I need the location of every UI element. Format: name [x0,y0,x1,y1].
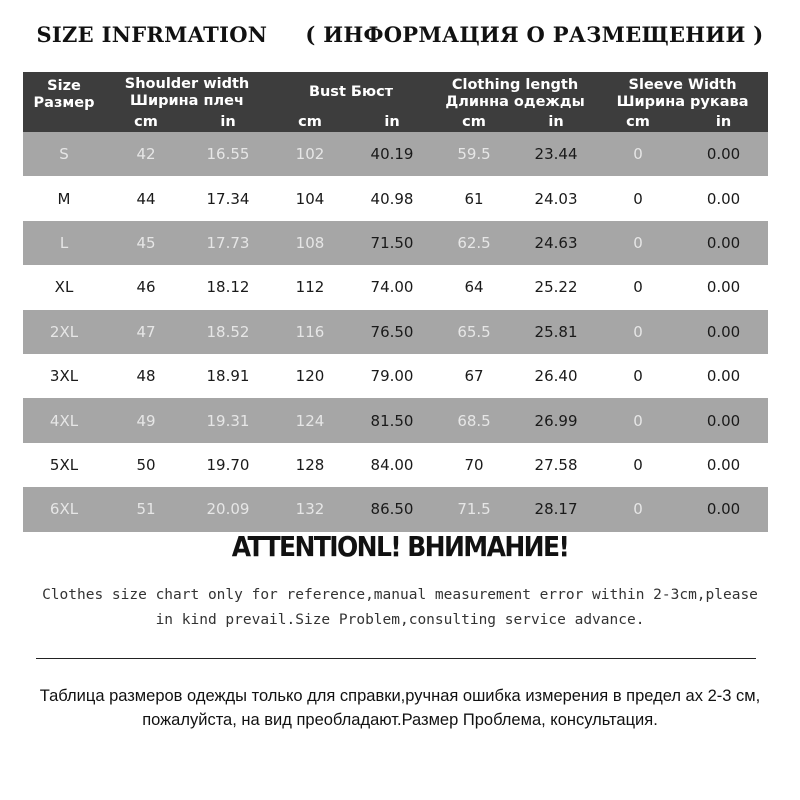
cell-bust-in: 76.50 [370,322,414,341]
cell-bust-in: 40.98 [370,189,414,208]
cell-bust-in: 84.00 [370,455,414,474]
cell-size: 2XL [49,322,79,341]
cell-length-cm: 61 [464,189,484,208]
cell-shoulder-cm: 42 [136,145,156,164]
cell-sleeve-cm: 0 [633,411,643,430]
cell-shoulder-cm: 50 [136,455,156,474]
cell-bust-cm: 104 [295,189,325,208]
cell-bust-in: 79.00 [370,367,414,386]
cell-shoulder-cm: 46 [136,278,156,297]
cell-size: M [57,189,71,208]
group-header-length-ru: Длинна одежды [445,94,585,110]
cell-shoulder-in: 18.12 [206,278,250,297]
cell-shoulder-cm: 48 [136,367,156,386]
cell-size: S [59,145,69,164]
cell-sleeve-in: 0.00 [706,411,741,430]
unit-in: in [220,113,236,130]
cell-bust-cm: 120 [295,367,325,386]
cell-shoulder-in: 18.52 [206,322,250,341]
unit-row [23,112,768,132]
cell-length-in: 26.40 [534,367,578,386]
divider [36,658,756,659]
unit-cm: cm [626,113,650,130]
cell-sleeve-in: 0.00 [706,500,741,519]
cell-bust-cm: 132 [295,500,325,519]
cell-sleeve-cm: 0 [633,455,643,474]
table-row [23,398,768,442]
cell-sleeve-in: 0.00 [706,189,741,208]
cell-sleeve-cm: 0 [633,322,643,341]
cell-sleeve-in: 0.00 [706,233,741,252]
cell-sleeve-in: 0.00 [706,145,741,164]
cell-bust-in: 74.00 [370,278,414,297]
cell-shoulder-cm: 49 [136,411,156,430]
table-row [23,443,768,487]
cell-sleeve-in: 0.00 [706,455,741,474]
cell-bust-in: 71.50 [370,233,414,252]
size-chart-table [23,72,768,532]
cell-size: 6XL [49,500,79,519]
note-english: Clothes size chart only for reference,manual measurement error within 2-3cm,please in kind prevail.Size Problem,consulting service advance. [42,587,758,628]
cell-length-cm: 71.5 [457,500,491,519]
group-header-shoulder [105,72,269,112]
cell-size: 3XL [49,367,79,386]
cell-bust-cm: 124 [295,411,325,430]
table-row [23,354,768,398]
note-russian: Таблица размеров одежды только для справки,ручная ошибка измерения в предел ах 2-3 см, пожалуйста, на вид преобладают.Размер Проблема, консультация. [39,687,761,729]
cell-sleeve-cm: 0 [633,500,643,519]
size-header-ru: Размер [33,95,95,111]
cell-size: XL [54,278,74,297]
cell-length-cm: 65.5 [457,322,491,341]
cell-shoulder-in: 19.31 [206,411,250,430]
cell-length-cm: 70 [464,455,484,474]
group-header-sleeve-en: Sleeve Width [628,77,737,93]
cell-length-in: 25.81 [534,322,578,341]
group-header-bust-en: Bust Бюст [308,83,394,100]
table-row [23,221,768,265]
cell-sleeve-in: 0.00 [706,367,741,386]
cell-shoulder-cm: 47 [136,322,156,341]
cell-bust-cm: 108 [295,233,325,252]
cell-shoulder-in: 19.70 [206,455,250,474]
group-header-shoulder-en: Shoulder width [124,76,250,92]
cell-length-cm: 68.5 [457,411,491,430]
size-header-en: Size [47,78,81,94]
cell-sleeve-cm: 0 [633,189,643,208]
cell-bust-cm: 128 [295,455,325,474]
cell-sleeve-cm: 0 [633,278,643,297]
attention-heading: ATTENTIONL! ВНИМАНИЕ! [231,530,569,563]
cell-bust-cm: 116 [295,322,325,341]
group-header-sleeve-ru: Ширина рукава [616,94,749,110]
table-row [23,265,768,309]
cell-size: 4XL [49,411,79,430]
unit-cm: cm [134,113,158,130]
table-row [23,310,768,354]
unit-in: in [384,113,400,130]
cell-length-cm: 64 [464,278,484,297]
cell-shoulder-cm: 44 [136,189,156,208]
cell-sleeve-cm: 0 [633,145,643,164]
group-header-sleeve [597,72,768,112]
cell-shoulder-in: 17.34 [206,189,250,208]
cell-length-cm: 67 [464,367,484,386]
group-header-length-en: Clothing length [451,77,579,93]
table-row [23,487,768,531]
table-row [23,176,768,220]
cell-shoulder-in: 16.55 [206,145,250,164]
group-header-length [433,72,597,112]
cell-length-cm: 62.5 [457,233,491,252]
cell-shoulder-cm: 45 [136,233,156,252]
cell-length-in: 24.63 [534,233,578,252]
cell-sleeve-in: 0.00 [706,278,741,297]
cell-shoulder-cm: 51 [136,500,156,519]
cell-length-in: 24.03 [534,189,578,208]
cell-bust-cm: 102 [295,145,325,164]
cell-length-in: 25.22 [534,278,578,297]
size-table-body [23,132,768,532]
cell-length-in: 23.44 [534,145,578,164]
cell-sleeve-cm: 0 [633,233,643,252]
cell-shoulder-in: 20.09 [206,500,250,519]
cell-length-in: 28.17 [534,500,578,519]
cell-sleeve-in: 0.00 [706,322,741,341]
cell-bust-cm: 112 [295,278,325,297]
cell-sleeve-cm: 0 [633,367,643,386]
group-header-bust [269,72,433,112]
group-header-shoulder-ru: Ширина плеч [130,93,244,109]
cell-bust-in: 86.50 [370,500,414,519]
cell-bust-in: 40.19 [370,145,414,164]
cell-shoulder-in: 17.73 [206,233,250,252]
header-row [23,72,768,112]
size-header [23,72,105,132]
unit-in: in [715,113,732,130]
cell-shoulder-in: 18.91 [206,367,250,386]
unit-in: in [548,113,564,130]
cell-bust-in: 81.50 [370,411,414,430]
table-row [23,132,768,176]
cell-length-in: 27.58 [534,455,578,474]
page-title: SIZE INFRMATION ( ИНФОРМАЦИЯ О РАЗМЕЩЕНИИ ) [36,22,764,47]
cell-length-cm: 59.5 [457,145,491,164]
cell-size: 5XL [49,455,79,474]
unit-cm: cm [462,113,486,130]
cell-length-in: 26.99 [534,411,578,430]
cell-size: L [59,233,69,252]
unit-cm: cm [298,113,322,130]
